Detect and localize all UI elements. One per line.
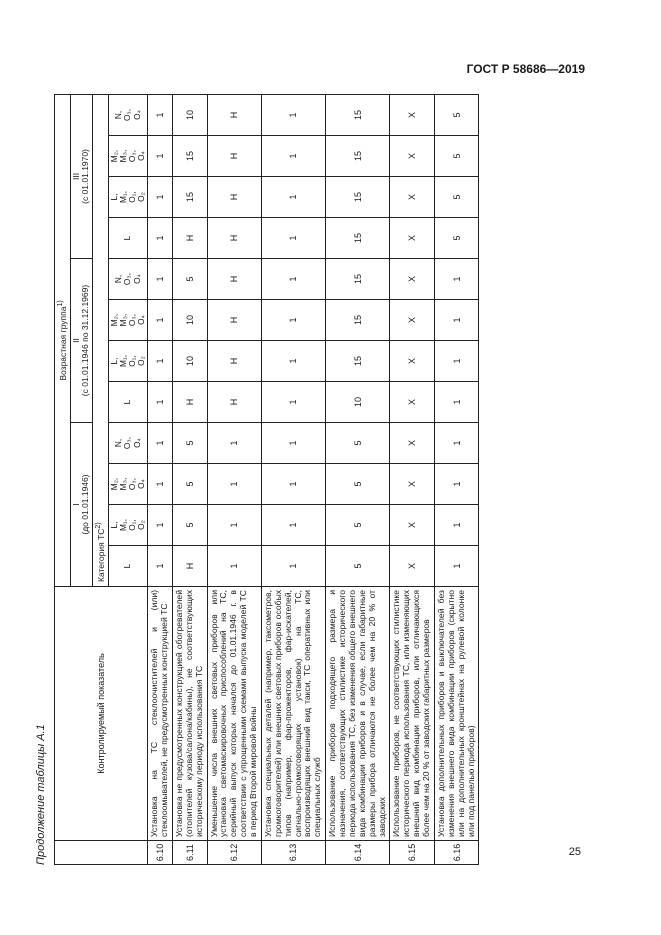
header-num-blank	[55, 841, 148, 865]
category-code-cell	[108, 136, 148, 177]
category-code-line: L,	[108, 193, 119, 201]
document-code: ГОСТ Р 58686—2019	[466, 62, 585, 76]
page-number: 25	[568, 846, 581, 858]
row-value-cell: Н	[207, 94, 261, 135]
row-value-cell: 1	[261, 300, 325, 341]
category-code-line: O₃,	[122, 272, 133, 286]
category-code-cell	[108, 341, 148, 382]
category-code-line: M₃,	[117, 149, 128, 163]
row-value-cell: 1	[261, 218, 325, 259]
category-code-line: M₂,	[108, 313, 119, 327]
row-value-cell: 1	[148, 546, 173, 587]
row-value-cell: 1	[261, 259, 325, 300]
category-code-line: N,	[113, 438, 124, 448]
row-value-cell: 5	[326, 464, 390, 505]
row-value-cell: 1	[148, 218, 173, 259]
group-period: (с 01.01.1946 по 31.12.1969)	[80, 284, 91, 397]
category-code-line: L,	[108, 521, 119, 529]
row-value-cell: 1	[148, 382, 173, 423]
row-value-cell: 1	[434, 464, 479, 505]
category-code-cell	[108, 177, 148, 218]
category-code-line: O₁,	[126, 519, 137, 531]
row-value-cell: Н	[172, 218, 207, 259]
row-value-cell: 5	[326, 505, 390, 546]
table-row	[207, 94, 261, 864]
row-value-cell: 1	[148, 259, 173, 300]
category-label: Категория ТС	[95, 528, 106, 582]
row-indicator-text: Использование приборов, не соответствующих стилистике исторического периода использования ТС, или изменяющих внешний вид комбинации приборов, или отличающихся более чем на 20 % от заводских габаритных размеров	[390, 587, 435, 841]
row-value-cell: 15	[326, 259, 390, 300]
category-code-line: O₄	[136, 315, 147, 325]
row-value-cell: 1	[148, 94, 173, 135]
row-value-cell: 1	[434, 300, 479, 341]
category-code-line: M₃,	[117, 313, 128, 327]
category-code-line: O₂	[136, 520, 147, 530]
row-value-cell: X	[390, 136, 435, 177]
group-roman: III	[70, 172, 81, 180]
category-code-cell	[108, 464, 148, 505]
row-number: 6.10	[148, 841, 173, 865]
row-value-cell: X	[390, 259, 435, 300]
row-value-cell: 10	[172, 94, 207, 135]
row-value-cell: 1	[261, 94, 325, 135]
row-value-cell: 1	[261, 341, 325, 382]
row-value-cell: 1	[148, 300, 173, 341]
row-value-cell: 10	[326, 382, 390, 423]
row-value-cell: 1	[261, 136, 325, 177]
row-value-cell: 5	[434, 94, 479, 135]
row-value-cell: 1	[148, 341, 173, 382]
row-indicator-text: Уменьшение числа внешних световых приборов или установка светомаскировочных приспособлений на ТС, серийный выпуск которых начался до 01.01.1946 г. в соответствии с упрощенными схемами выпуска моделей ТС в период Второй мировой войны	[207, 587, 261, 841]
header-age-group	[55, 94, 71, 586]
row-value-cell: Н	[207, 382, 261, 423]
category-code-line: N,	[113, 110, 124, 120]
category-code-line: M₁,	[117, 354, 128, 368]
row-value-cell: Н	[207, 341, 261, 382]
row-value-cell: 15	[172, 136, 207, 177]
row-value-cell: 1	[148, 177, 173, 218]
row-number: 6.16	[434, 841, 479, 865]
row-value-cell: X	[390, 546, 435, 587]
row-value-cell: 5	[326, 423, 390, 464]
category-code-line: O₃,	[122, 108, 133, 122]
row-value-cell: 15	[326, 341, 390, 382]
row-value-cell: Н	[207, 259, 261, 300]
category-code-line: O₄	[131, 438, 142, 448]
row-value-cell: 5	[172, 259, 207, 300]
category-code-line: O₂	[136, 192, 147, 202]
row-value-cell: X	[390, 505, 435, 546]
category-code-line: O₃,	[126, 477, 137, 491]
row-value-cell: 1	[434, 341, 479, 382]
category-code-line: O₄	[131, 110, 142, 120]
table-row	[148, 94, 173, 864]
category-code-line: O₂	[136, 356, 147, 366]
row-value-cell: 1	[148, 136, 173, 177]
category-code-line: L	[122, 563, 133, 569]
row-value-cell: 1	[207, 423, 261, 464]
row-value-cell: Н	[172, 546, 207, 587]
row-value-cell: X	[390, 177, 435, 218]
row-value-cell: 5	[172, 505, 207, 546]
row-value-cell: Н	[207, 218, 261, 259]
row-value-cell: 15	[326, 177, 390, 218]
row-value-cell: 15	[326, 94, 390, 135]
row-value-cell: 1	[207, 505, 261, 546]
header-group-1	[70, 423, 93, 587]
row-value-cell: 15	[326, 300, 390, 341]
row-value-cell: 1	[434, 423, 479, 464]
row-value-cell: Н	[207, 300, 261, 341]
table-row	[326, 94, 390, 864]
row-value-cell: 10	[172, 341, 207, 382]
category-footnote: 2)	[94, 522, 103, 529]
category-code-cell	[108, 505, 148, 546]
group-roman: II	[70, 338, 81, 343]
row-value-cell: 1	[148, 505, 173, 546]
category-code-line: L	[122, 235, 133, 241]
row-value-cell: 15	[172, 177, 207, 218]
row-number: 6.13	[261, 841, 325, 865]
row-value-cell: 1	[261, 546, 325, 587]
header-indicator: Контролируемый показатель	[55, 587, 148, 841]
category-code-line: N,	[113, 274, 124, 284]
row-indicator-text: Установка специальных деталей (например, таксометров, громкоговорителей) или внешних световых приборов особых типов (например, фар-прожекторов, фар-искателей, сигнально-громкоговорящих установок) на ТС, воспроизводящих внешний вид такси, ТС оперативных или специальных служб	[261, 587, 325, 841]
category-code-cell	[108, 423, 148, 464]
row-value-cell: X	[390, 300, 435, 341]
row-value-cell: 10	[172, 300, 207, 341]
header-group-3	[70, 94, 93, 258]
row-value-cell: 1	[261, 423, 325, 464]
category-code-line: M₂,	[108, 477, 119, 491]
category-code-line: M₃,	[117, 477, 128, 491]
category-code-line: O₄	[131, 274, 142, 284]
row-indicator-text: Установка на ТС стеклоочистителей и (или) стеклоомывателей, не предусмотренных конструкцией ТС	[148, 587, 173, 841]
header-category	[93, 94, 109, 586]
row-number: 6.15	[390, 841, 435, 865]
category-code-line: O₃,	[122, 436, 133, 450]
category-code-cell	[108, 94, 148, 135]
row-value-cell: 1	[434, 546, 479, 587]
row-value-cell: 1	[261, 177, 325, 218]
row-value-cell: 5	[434, 136, 479, 177]
row-number: 6.14	[326, 841, 390, 865]
table-row	[434, 94, 479, 864]
category-code-line: M₁,	[117, 518, 128, 532]
row-value-cell: 1	[434, 259, 479, 300]
row-value-cell: 5	[434, 177, 479, 218]
row-value-cell: X	[390, 218, 435, 259]
row-value-cell: 5	[172, 464, 207, 505]
row-value-cell: X	[390, 464, 435, 505]
category-code-line: L	[122, 399, 133, 405]
header-row-age-group	[55, 94, 71, 864]
group-period: (до 01.01.1946)	[80, 474, 91, 535]
row-indicator-text: Использование приборов подходящего размера и назначения, соответствующих стилистике исторического периода использования ТС, без изменения общего внешнего вида комбинации приборов и в случае, если габаритные размеры прибора отличаются не более чем на 20 % от заводских	[326, 587, 390, 841]
row-value-cell: 1	[207, 546, 261, 587]
row-value-cell: 15	[326, 218, 390, 259]
row-value-cell: 1	[261, 505, 325, 546]
table-row	[172, 94, 207, 864]
row-value-cell: 1	[261, 464, 325, 505]
category-code-cell	[108, 546, 148, 587]
age-group-label: Возрастная группа	[57, 306, 68, 381]
category-code-line: O₄	[136, 479, 147, 489]
table-row	[390, 94, 435, 864]
row-value-cell: 1	[434, 505, 479, 546]
row-value-cell: 1	[434, 382, 479, 423]
row-value-cell: X	[390, 341, 435, 382]
category-code-cell	[108, 218, 148, 259]
table-caption: Продолжение таблицы А.1	[35, 724, 47, 865]
row-number: 6.12	[207, 841, 261, 865]
row-value-cell: X	[390, 423, 435, 464]
row-value-cell: Н	[207, 136, 261, 177]
rotated-table-page	[32, 95, 479, 865]
row-value-cell: 5	[326, 546, 390, 587]
category-code-cell	[108, 300, 148, 341]
category-code-line: O₄	[136, 151, 147, 161]
group-period: (с 01.01.1970)	[80, 149, 91, 204]
row-value-cell: Н	[207, 177, 261, 218]
age-group-footnote: 1)	[56, 300, 64, 307]
header-group-2	[70, 259, 93, 423]
row-indicator-text: Установка дополнительных приборов и выключателей без изменения внешнего вида комбинации приборов (скрытно или на дополнительных кронштейнах на рулевой колонке или под панелью приборов)	[434, 587, 479, 841]
category-code-line: O₁,	[126, 191, 137, 203]
row-indicator-text: Установка не предусмотренных конструкцией обогревателей (отопителей кузова/салона/кабины), не соответствующих историческому периоду использования ТС	[172, 587, 207, 841]
row-value-cell: 1	[148, 423, 173, 464]
row-value-cell: Н	[172, 382, 207, 423]
row-value-cell: 15	[326, 136, 390, 177]
row-value-cell: X	[390, 94, 435, 135]
row-value-cell: 1	[207, 464, 261, 505]
row-value-cell: 1	[148, 464, 173, 505]
category-code-line: M₁,	[117, 190, 128, 204]
category-code-line: L,	[108, 357, 119, 365]
category-code-line: O₃,	[126, 313, 137, 327]
table-row	[261, 94, 325, 864]
row-value-cell: 5	[172, 423, 207, 464]
row-number: 6.11	[172, 841, 207, 865]
category-code-cell	[108, 382, 148, 423]
row-value-cell: 5	[434, 218, 479, 259]
category-code-line: O₁,	[126, 355, 137, 367]
data-table	[54, 94, 479, 865]
row-value-cell: 1	[261, 382, 325, 423]
category-code-line: O₃,	[126, 149, 137, 163]
category-code-cell	[108, 259, 148, 300]
group-roman: I	[70, 503, 81, 506]
row-value-cell: X	[390, 382, 435, 423]
category-code-line: M₂,	[108, 149, 119, 163]
